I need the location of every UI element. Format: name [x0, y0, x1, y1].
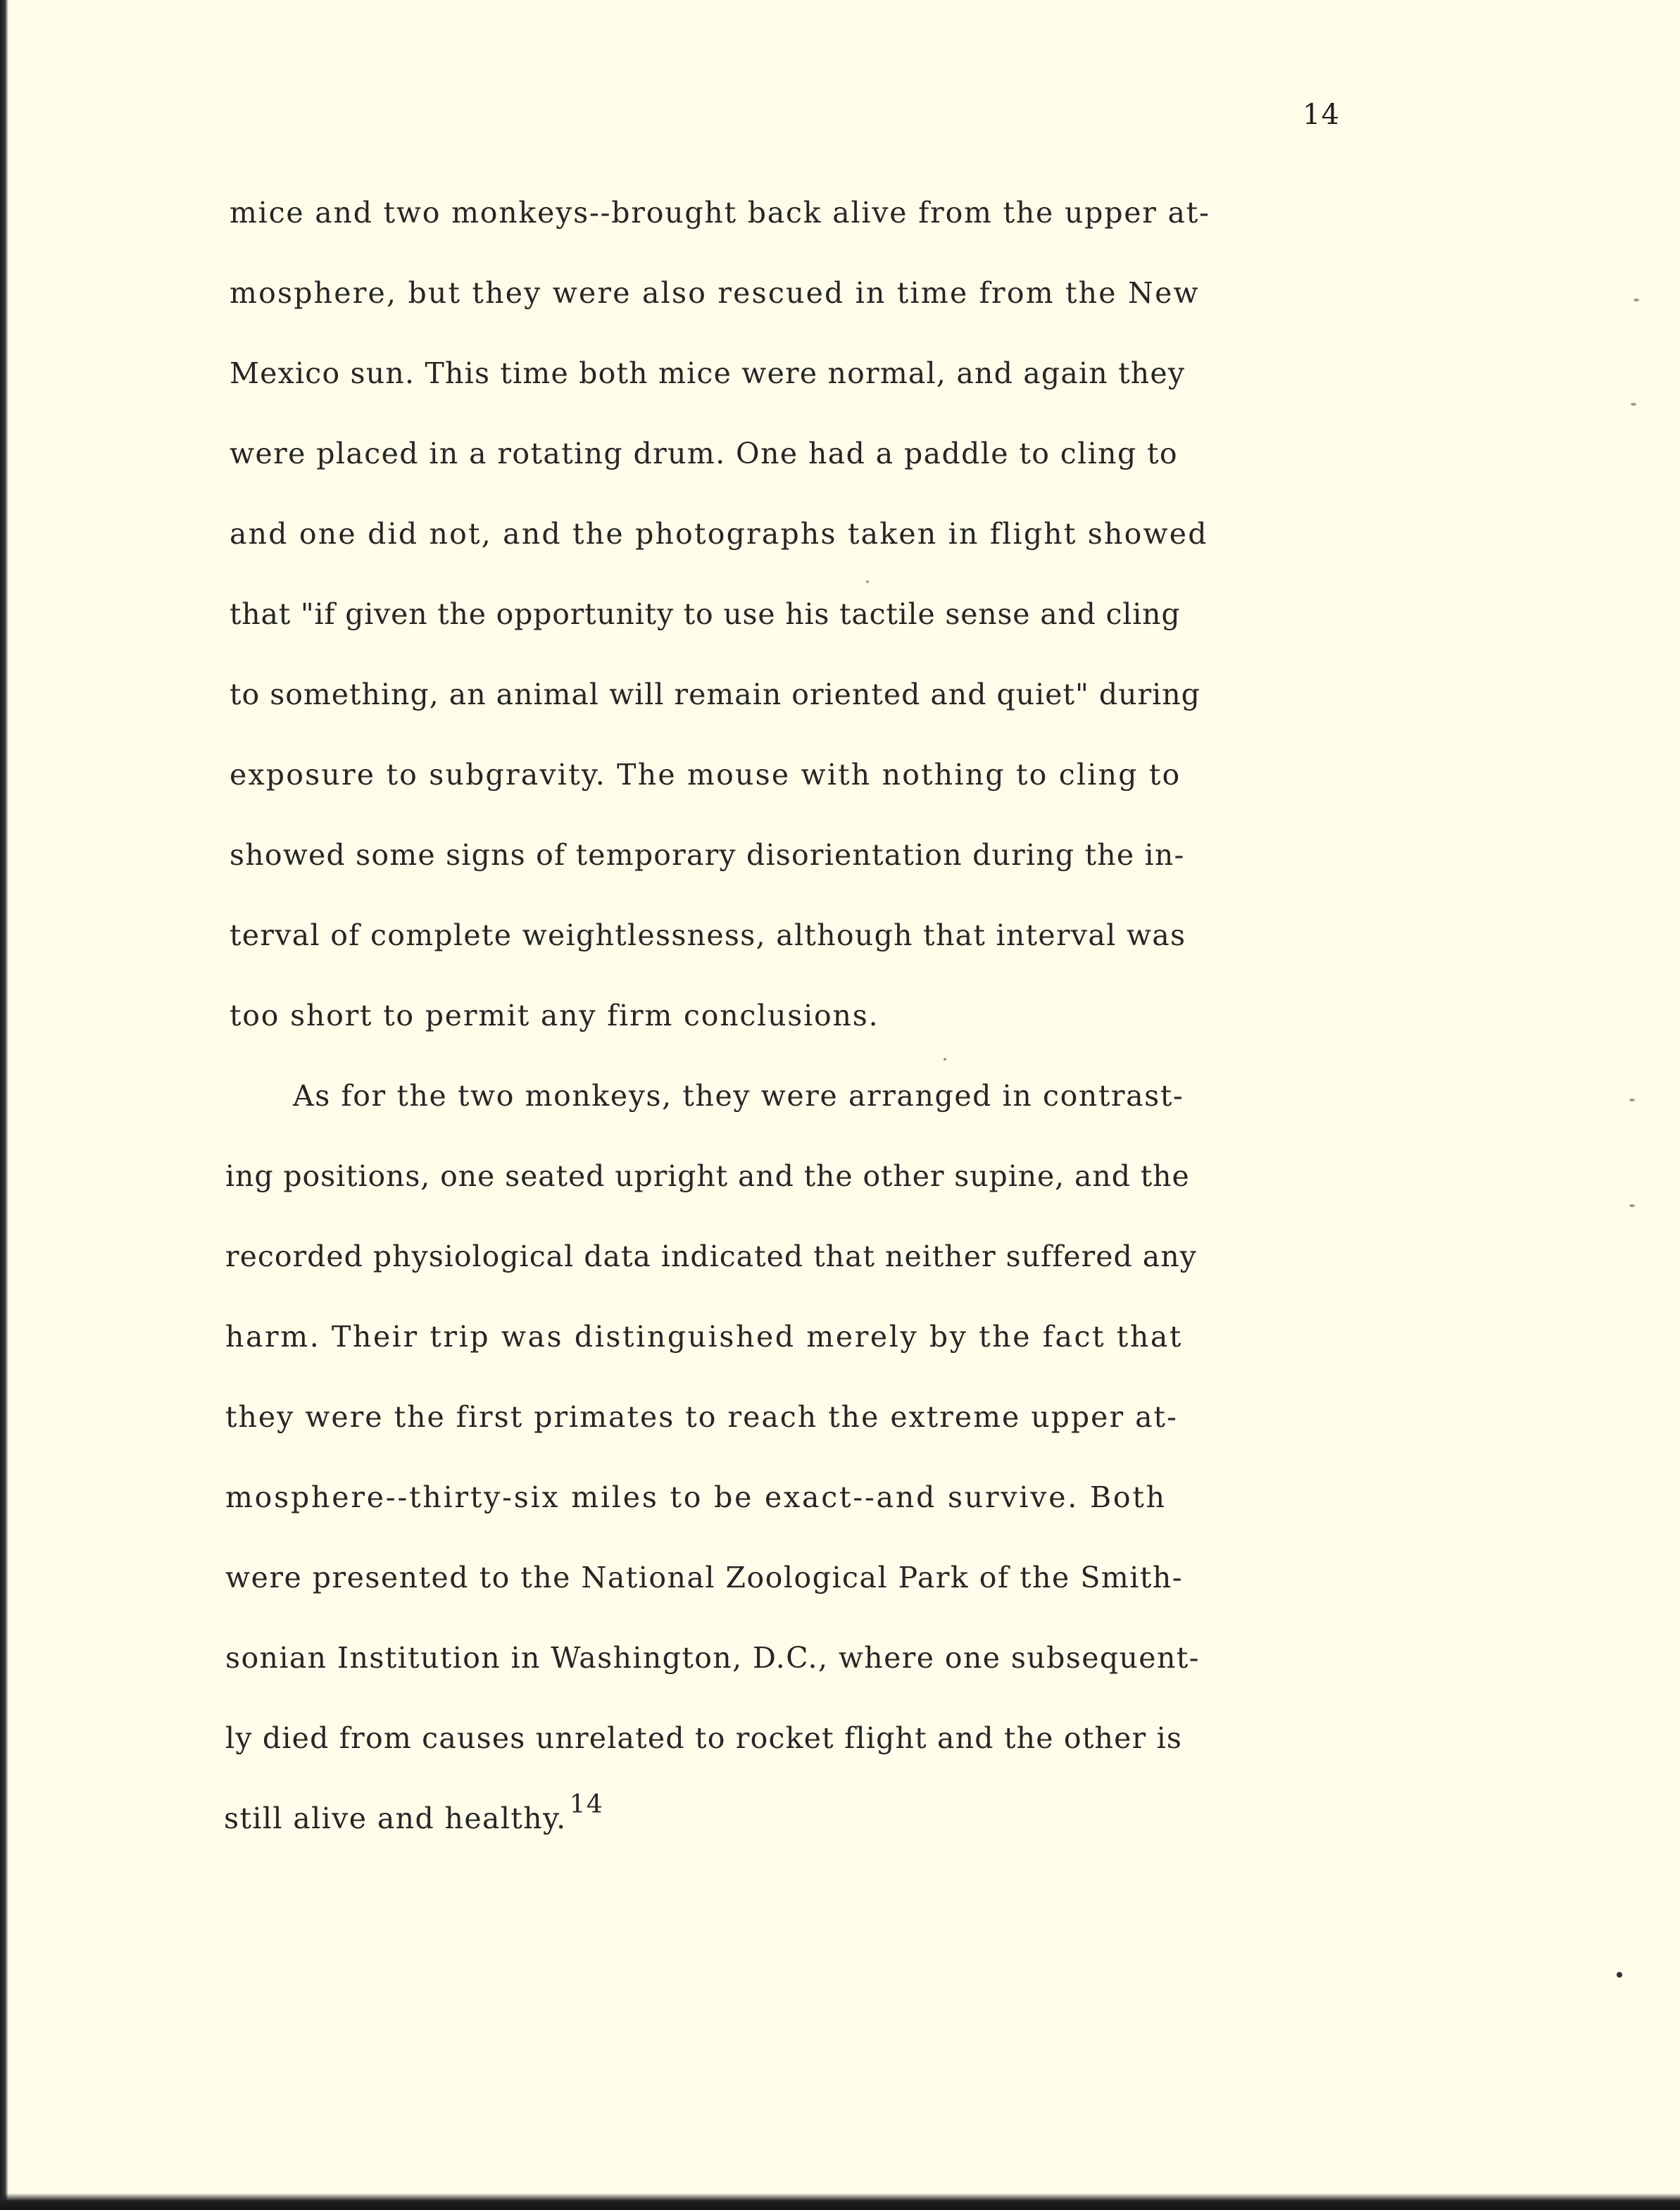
- text-line: ing positions, one seated upright and the other supine, and the: [225, 1159, 1190, 1193]
- page-number: 14: [1303, 99, 1340, 131]
- text-line: As for the two monkeys, they were arranged in contrast-: [293, 1079, 1184, 1113]
- text-line: terval of complete weightlessness, although that interval was: [230, 918, 1186, 952]
- text-line: mice and two monkeys--brought back alive from the upper at-: [230, 196, 1210, 230]
- text-line: recorded physiological data indicated that neither suffered any: [225, 1240, 1197, 1273]
- scan-speck: [866, 580, 869, 583]
- scan-speck: [1617, 1972, 1622, 1978]
- text-line: and one did not, and the photographs taken in flight showed: [230, 517, 1208, 551]
- text-line: to something, an animal will remain oriented and quiet" during: [230, 678, 1201, 711]
- scan-speck: [1634, 299, 1639, 301]
- text-line: still alive and healthy.: [224, 1802, 567, 1835]
- text-line: exposure to subgravity. The mouse with nothing to cling to: [230, 758, 1181, 792]
- scan-speck: [1629, 1099, 1635, 1101]
- text-line: sonian Institution in Washington, D.C., where one subsequent-: [225, 1641, 1200, 1675]
- text-line: mosphere, but they were also rescued in time from the New: [230, 276, 1200, 310]
- text-line: ly died from causes unrelated to rocket flight and the other is: [225, 1721, 1183, 1755]
- scan-speck: [944, 1058, 946, 1061]
- text-line: showed some signs of temporary disorientation during the in-: [230, 838, 1185, 872]
- text-line: too short to permit any firm conclusions.: [230, 999, 879, 1032]
- scan-edge-bottom: [0, 2193, 1680, 2210]
- scan-edge-left: [0, 0, 8, 2210]
- scan-speck: [1631, 403, 1636, 406]
- text-line: that "if given the opportunity to use his tactile sense and cling: [230, 597, 1181, 631]
- text-line: harm. Their trip was distinguished merely by the fact that: [225, 1320, 1183, 1354]
- scan-speck: [1629, 1204, 1635, 1207]
- text-line: they were the first primates to reach the extreme upper at-: [225, 1400, 1178, 1434]
- footnote-marker: 14: [569, 1790, 604, 1819]
- text-line-with-footnote: [224, 1790, 604, 1840]
- text-line: were presented to the National Zoological Park of the Smith-: [225, 1561, 1184, 1594]
- text-line: Mexico sun. This time both mice were normal, and again they: [230, 356, 1186, 390]
- text-line: were placed in a rotating drum. One had a paddle to cling to: [230, 437, 1178, 470]
- text-line: mosphere--thirty-six miles to be exact--and survive. Both: [225, 1480, 1167, 1514]
